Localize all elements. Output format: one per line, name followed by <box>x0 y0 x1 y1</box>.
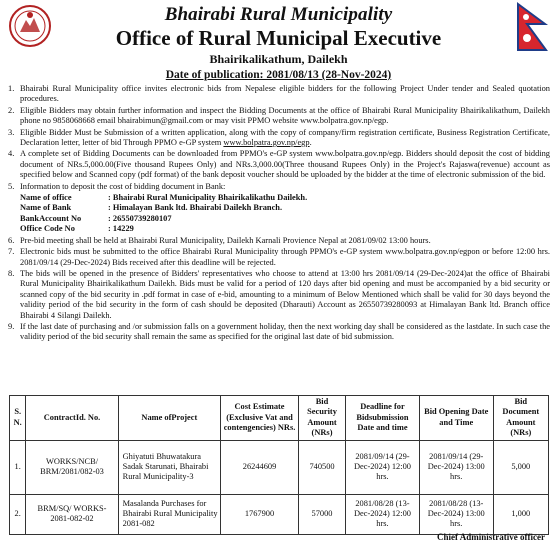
column-header: Name ofProject <box>118 396 220 441</box>
table-cell: Masalanda Purchases for Bhairabi Rural Municipality 2081-082 <box>118 494 220 534</box>
table-cell: BRM/SQ/ WORKS-2081-082-02 <box>26 494 118 534</box>
list-item: 6. Pre-bid meeting shall be held at Bhairabi Rural Municipality, Dailekh Karnali Provience Nepal at 2081/09/02 13:00 hours. <box>8 235 431 245</box>
column-header: Deadline for Bidsubmission Date and time <box>346 396 420 441</box>
list-item: 3. Eligible Bidder Must be Submission of a written application, along with the copy of company/firm registration certificate, Business Registration Certificate, Declaration letter, letter of bid Through PPMO e-GP system www.bolpatra.gov.np/egp. <box>8 127 550 148</box>
bank-row-bank-name: Name of Bank : Himalayan Bank ltd. Bhairabi Dailekh Branch. <box>20 203 283 213</box>
list-item: 5. Information to deposit the cost of bidding document in Bank: <box>8 181 226 191</box>
bank-row-office-name: Name of office : Bhairabi Rural Municipality Bhairikalikathu Dailekh. <box>20 193 308 203</box>
column-header: Bid Opening Date and Time <box>419 396 493 441</box>
table-cell: 5,000 <box>493 440 548 494</box>
table-cell: 740500 <box>298 440 345 494</box>
column-header: Cost Estimate (Exclusive Vat and contengencies) NRs. <box>221 396 299 441</box>
table-cell: Ghiyatuti Bhuwatakura Sadak Starunati, Bhairabi Rural Municipality-3 <box>118 440 220 494</box>
list-item: 8. The bids will be opened in the presence of Bidders' representatives who choose to attend at 13:00 hrs 2081/09/14 (29-Dec-2024)at the office of Bhairabi Rural Municipality Bhairikalikathum Dailekh. Bids must be valid for a period of 120 days after bid opening and must be accompanied by a bid security or scanned copy of the bid security in .pdf format in case of e-bid, amounting to a minimum of Below Mentioned which shall be valid for 30 days beyond the validity period of the bid security in the form of cash should be deposited (Dharauti) Account as 26550739280093 at Himalayan Bank ltd. Branch office Bhairabi 4 Silangi Dailekh. <box>8 268 550 320</box>
list-item: 9. If the last date of purchasing and /or submission falls on a government holiday, then the next working day shall be considered as the lastdate. In such case the validity period of the bid security shall remain the same as specified for the original last date of bid submission. <box>8 321 550 342</box>
table-cell: WORKS/NCB/ BRM/2081/082-03 <box>26 440 118 494</box>
column-header: S. N. <box>10 396 26 441</box>
column-header: Bid Document Amount (NRs) <box>493 396 548 441</box>
table-cell: 26244609 <box>221 440 299 494</box>
table-cell: 57000 <box>298 494 345 534</box>
bid-table <box>9 395 549 535</box>
bank-row-office-code: Office Code No : 14229 <box>20 224 134 234</box>
column-header: ContractId. No. <box>26 396 118 441</box>
table-cell: 2081/09/14 (29-Dec-2024) 12:00 hrs. <box>346 440 420 494</box>
municipality-name: Bhairabi Rural Municipality <box>164 4 393 25</box>
list-item: 7. Electronic bids must be submitted to the office Bhairabi Rural Municipality through PPMO's e-GP system www.bolpatra.gov.np/egpon or before 12:00 hrs. 2081/09/14 (29-Dec-2024) Bids received after this deadline will be rejected. <box>8 247 550 267</box>
bank-details <box>20 193 550 235</box>
office-title: Office of Rural Municipal Executive <box>115 26 442 50</box>
column-header: Bid Security Amount (NRs) <box>298 396 345 441</box>
signature-line: Chief Administrative officer <box>437 532 545 542</box>
publication-date: Date of publication: 2081/08/13 (28-Nov-2024) <box>165 69 392 81</box>
list-item: 2. Eligible Bidders may obtain further information and inspect the Bidding Documents at the office of Bhairabi Rural Municipality Bhairikalikathum, Dailekh phone no 9858068668 email bhairabimun@gmail.com or may visit PPMO website www.bolpatra.gov.np/egp. <box>8 105 550 126</box>
table-cell: 2081/08/28 (13-Dec-2024) 12:00 hrs. <box>346 494 420 534</box>
table-cell: 2081/08/28 (13-Dec-2024) 13:00 hrs. <box>419 494 493 534</box>
table-cell: 1. <box>10 440 26 494</box>
table-header-row <box>10 396 549 441</box>
bank-row-account-no: BankAccount No : 26550739280107 <box>20 213 172 223</box>
table-row <box>10 440 549 494</box>
notice-body <box>8 84 550 344</box>
table-cell: 1,000 <box>493 494 548 534</box>
bolpatra-link[interactable]: www.bolpatra.gov.np/egp <box>223 138 310 148</box>
table-row <box>10 494 549 534</box>
table-cell: 1767900 <box>221 494 299 534</box>
list-item: 1. Bhairabi Rural Municipality office invites electronic bids from Nepalese eligible bidders for the following Project Under tender and Sealed quotation procedures. <box>8 84 550 104</box>
list-item: 4. A complete set of Bidding Documents can be downloaded from PPMO's e-GP system www.bolpatra.gov.np/egp. Bidders should deposit the cost of bidding document of NRs.5,000.00(Five thousand Rupees Only) and NRs.3,000.00(Three thousand Rupees Only) in the Project's Rajaswa(revenue) account as specified below and Scanned copy (pdf format) of the bank deposit voucher should be uploaded by the bidder at the time of electronic submission of the bid. <box>8 149 550 180</box>
table-cell: 2081/09/14 (29-Dec-2024) 13:00 hrs. <box>419 440 493 494</box>
office-location: Bhairikalikathum, Dailekh <box>209 52 348 66</box>
table-cell: 2. <box>10 494 26 534</box>
